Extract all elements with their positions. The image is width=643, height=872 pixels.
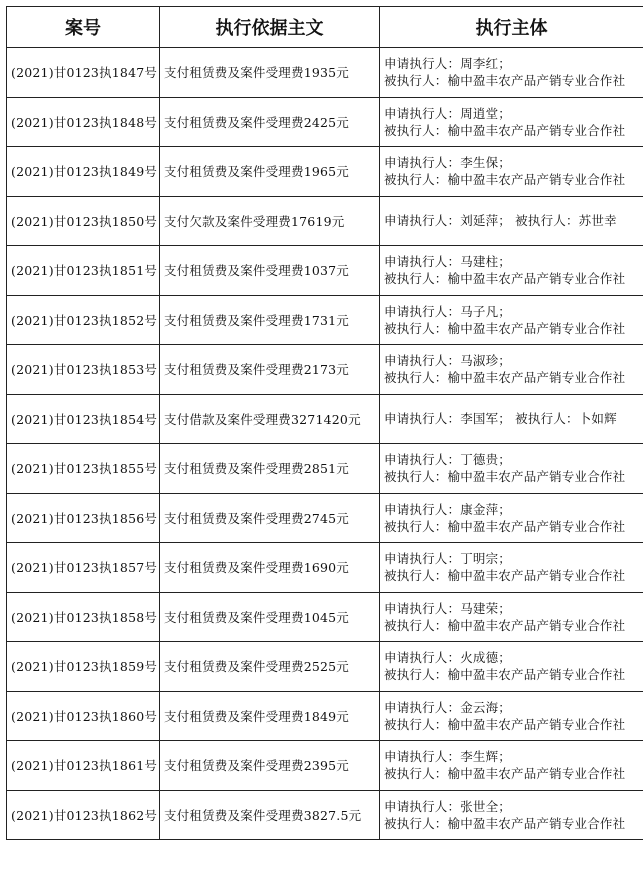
case-number-cell: (2021)甘0123执1855号: [7, 444, 160, 494]
execution-subject-line: 申请执行人：周李红；: [384, 56, 512, 72]
execution-basis-cell: 支付租赁费及案件受理费2851元: [160, 444, 380, 494]
execution-basis-cell: 支付租赁费及案件受理费2395元: [160, 741, 380, 791]
execution-subject-cell: [380, 345, 643, 395]
execution-subject-line: 被执行人：榆中盈丰农产品产销专业合作社: [384, 122, 626, 138]
execution-subject-line: 申请执行人：刘延萍； 被执行人：苏世幸: [384, 213, 617, 229]
table-row: [7, 543, 643, 593]
execution-basis-cell: 支付租赁费及案件受理费1045元: [160, 592, 380, 642]
table-body: [7, 48, 643, 840]
execution-subject-line: 被执行人：榆中盈丰农产品产销专业合作社: [384, 271, 626, 287]
execution-basis-cell: 支付租赁费及案件受理费2425元: [160, 97, 380, 147]
case-number-cell: (2021)甘0123执1860号: [7, 691, 160, 741]
execution-subject-line: 申请执行人：丁德贵；: [384, 452, 512, 468]
case-number-cell: (2021)甘0123执1850号: [7, 196, 160, 246]
execution-subject-cell: [380, 642, 643, 692]
execution-subject-line: 申请执行人：李生保；: [384, 155, 512, 171]
execution-basis-cell: 支付租赁费及案件受理费2745元: [160, 493, 380, 543]
execution-subject-line: 申请执行人：马建柱；: [384, 254, 512, 270]
execution-subject-line: 被执行人：榆中盈丰农产品产销专业合作社: [384, 815, 626, 831]
execution-basis-cell: 支付租赁费及案件受理费2173元: [160, 345, 380, 395]
execution-subject-cell: [380, 691, 643, 741]
table-row: [7, 592, 643, 642]
execution-subject-line: 申请执行人：丁明宗；: [384, 551, 512, 567]
execution-subject-cell: [380, 592, 643, 642]
table-row: [7, 345, 643, 395]
case-number-cell: (2021)甘0123执1858号: [7, 592, 160, 642]
execution-subject-cell: [380, 147, 643, 197]
execution-subject-cell: [380, 295, 643, 345]
execution-subject-line: 申请执行人：周逍堂；: [384, 105, 512, 121]
table-row: [7, 97, 643, 147]
execution-subject-line: 申请执行人：马淑珍；: [384, 353, 512, 369]
execution-basis-cell: 支付借款及案件受理费3271420元: [160, 394, 380, 444]
execution-subject-line: 被执行人：榆中盈丰农产品产销专业合作社: [384, 667, 626, 683]
table-row: [7, 790, 643, 840]
table-row: [7, 444, 643, 494]
case-number-cell: (2021)甘0123执1847号: [7, 48, 160, 98]
table-row: [7, 691, 643, 741]
execution-subject-line: 被执行人：榆中盈丰农产品产销专业合作社: [384, 568, 626, 584]
execution-basis-cell: 支付租赁费及案件受理费3827.5元: [160, 790, 380, 840]
execution-basis-cell: 支付租赁费及案件受理费1690元: [160, 543, 380, 593]
execution-subject-line: 申请执行人：康金萍；: [384, 501, 512, 517]
table-row: [7, 642, 643, 692]
execution-subject-line: 被执行人：榆中盈丰农产品产销专业合作社: [384, 716, 626, 732]
execution-basis-cell: 支付租赁费及案件受理费1731元: [160, 295, 380, 345]
execution-subject-line: 申请执行人：李生辉；: [384, 749, 512, 765]
table-row: [7, 246, 643, 296]
table-row: [7, 48, 643, 98]
execution-subject-line: 被执行人：榆中盈丰农产品产销专业合作社: [384, 320, 626, 336]
execution-subject-cell: [380, 543, 643, 593]
execution-basis-cell: 支付租赁费及案件受理费1965元: [160, 147, 380, 197]
execution-subject-line: 申请执行人：火成德；: [384, 650, 512, 666]
case-number-cell: (2021)甘0123执1849号: [7, 147, 160, 197]
header-execution-subject: 执行主体: [380, 7, 643, 48]
execution-subject-line: 被执行人：榆中盈丰农产品产销专业合作社: [384, 766, 626, 782]
execution-subject-cell: [380, 741, 643, 791]
case-number-cell: (2021)甘0123执1853号: [7, 345, 160, 395]
case-number-cell: (2021)甘0123执1857号: [7, 543, 160, 593]
execution-subject-line: 被执行人：榆中盈丰农产品产销专业合作社: [384, 617, 626, 633]
execution-subject-cell: [380, 790, 643, 840]
execution-subject-cell: [380, 196, 643, 246]
header-execution-basis: 执行依据主文: [160, 7, 380, 48]
execution-subject-line: 被执行人：榆中盈丰农产品产销专业合作社: [384, 469, 626, 485]
execution-subject-cell: [380, 246, 643, 296]
table-row: [7, 196, 643, 246]
execution-subject-cell: [380, 97, 643, 147]
execution-subject-cell: [380, 493, 643, 543]
execution-subject-line: 被执行人：榆中盈丰农产品产销专业合作社: [384, 370, 626, 386]
case-number-cell: (2021)甘0123执1852号: [7, 295, 160, 345]
execution-subject-line: 被执行人：榆中盈丰农产品产销专业合作社: [384, 73, 626, 89]
execution-subject-line: 申请执行人：张世全；: [384, 798, 512, 814]
case-number-cell: (2021)甘0123执1862号: [7, 790, 160, 840]
execution-basis-cell: 支付租赁费及案件受理费1037元: [160, 246, 380, 296]
execution-basis-cell: 支付租赁费及案件受理费2525元: [160, 642, 380, 692]
execution-subject-cell: [380, 444, 643, 494]
case-number-cell: (2021)甘0123执1848号: [7, 97, 160, 147]
table-row: [7, 741, 643, 791]
execution-subject-line: 申请执行人：马建荣；: [384, 600, 512, 616]
header-row: [7, 7, 643, 48]
execution-basis-cell: 支付租赁费及案件受理费1935元: [160, 48, 380, 98]
case-number-cell: (2021)甘0123执1854号: [7, 394, 160, 444]
table-row: [7, 394, 643, 444]
case-number-cell: (2021)甘0123执1859号: [7, 642, 160, 692]
execution-subject-line: 被执行人：榆中盈丰农产品产销专业合作社: [384, 518, 626, 534]
execution-basis-cell: 支付租赁费及案件受理费1849元: [160, 691, 380, 741]
header-case-number: 案号: [7, 7, 160, 48]
case-number-cell: (2021)甘0123执1861号: [7, 741, 160, 791]
execution-subject-cell: [380, 394, 643, 444]
execution-subject-line: 申请执行人：马子凡；: [384, 303, 512, 319]
case-table: [6, 6, 643, 840]
case-number-cell: (2021)甘0123执1856号: [7, 493, 160, 543]
case-number-cell: (2021)甘0123执1851号: [7, 246, 160, 296]
table-row: [7, 147, 643, 197]
execution-subject-cell: [380, 48, 643, 98]
execution-subject-line: 申请执行人：金云海；: [384, 699, 512, 715]
execution-basis-cell: 支付欠款及案件受理费17619元: [160, 196, 380, 246]
execution-subject-line: 申请执行人：李国军； 被执行人：卜如辉: [384, 411, 617, 427]
table-row: [7, 493, 643, 543]
execution-subject-line: 被执行人：榆中盈丰农产品产销专业合作社: [384, 172, 626, 188]
table-row: [7, 295, 643, 345]
